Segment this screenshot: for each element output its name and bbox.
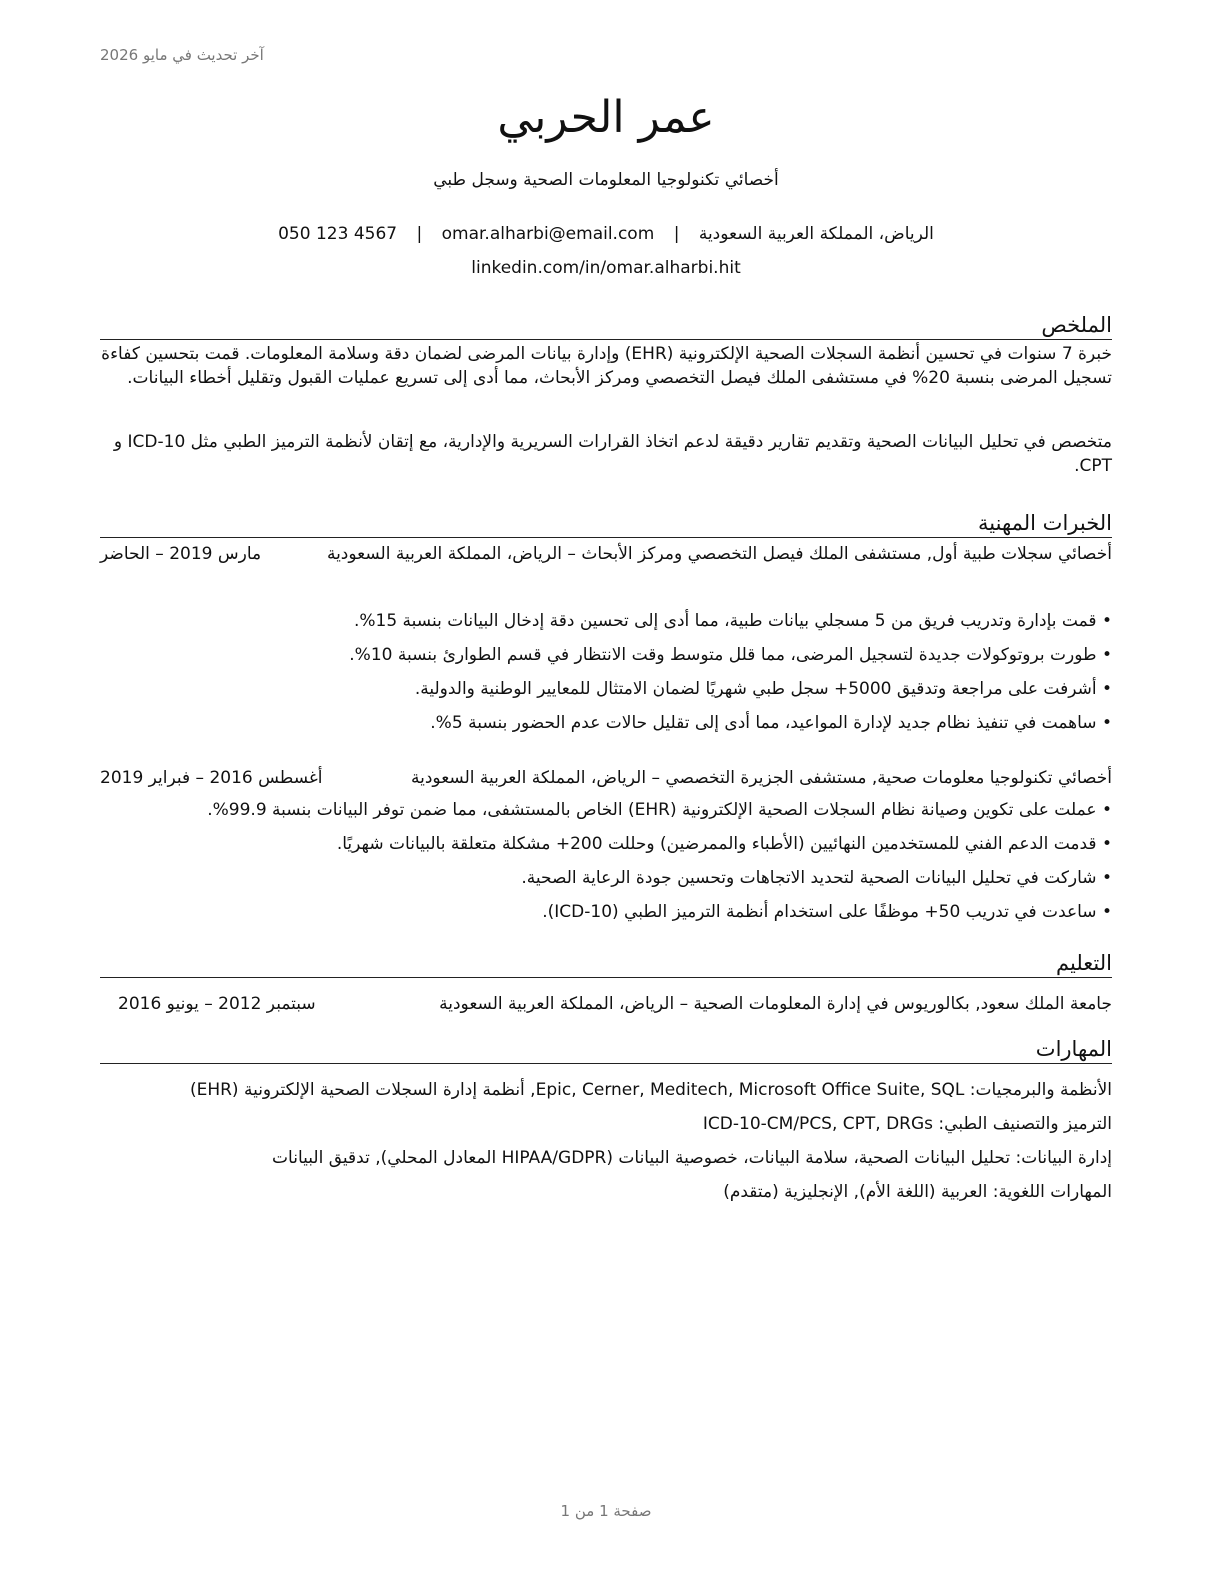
job-header (100, 542, 1112, 566)
contact-separator: | (673, 224, 680, 244)
job-bullet: • قدمت الدعم الفني للمستخدمين النهائيين (الأطباء والممرضين) وحللت 200+ مشكلة متعلقة بالبيانات شهريًا. (100, 832, 1112, 866)
summary-heading: الملخص (100, 312, 1112, 340)
job-title: أخصائي تكنولوجيا المعلومات الصحية وسجل طبي (433, 170, 779, 190)
job-dates: أغسطس 2016 – فبراير 2019 (100, 768, 323, 788)
job-bullet: • طورت بروتوكولات جديدة لتسجيل المرضى، مما قلل متوسط وقت الانتظار في قسم الطوارئ بنسبة 10%. (100, 643, 1112, 677)
skill-line: الأنظمة والبرمجيات: Epic, Cerner, Meditech, Microsoft Office Suite, SQL, أنظمة إدارة السجلات الصحية الإلكترونية (EHR) (189, 1080, 1112, 1100)
job-dates: مارس 2019 – الحاضر (100, 544, 262, 564)
contact-phone: 050 123 4567 (278, 224, 398, 244)
job-bullet: • ساعدت في تدريب 50+ موظفًا على استخدام أنظمة الترميز الطبي (ICD-10). (100, 900, 1112, 934)
job-bullet: • شاركت في تحليل البيانات الصحية لتحديد الاتجاهات وتحسين جودة الرعاية الصحية. (100, 866, 1112, 900)
contact-email[interactable]: omar.alharbi@email.com (441, 224, 655, 244)
last-updated-note: آخر تحديث في مايو 2026 (100, 46, 264, 64)
skill-line: الترميز والتصنيف الطبي: ICD-10-CM/PCS, CPT, DRGs (702, 1114, 1112, 1134)
resume-page (100, 0, 1112, 1584)
contact-location: الرياض، المملكة العربية السعودية (698, 224, 934, 244)
contact-line (100, 224, 1112, 244)
education-dates: سبتمبر 2012 – يونيو 2016 (118, 994, 316, 1014)
linkedin-link[interactable]: linkedin.com/in/omar.alharbi.hit (471, 258, 741, 278)
education-institution: جامعة الملك سعود, بكالوريوس في إدارة المعلومات الصحية – الرياض، المملكة العربية السعودية (439, 994, 1112, 1014)
skills-list (100, 1078, 1112, 1214)
job-bullets (100, 609, 1112, 745)
education-entry (100, 992, 1112, 1016)
job-bullet: • أشرفت على مراجعة وتدقيق 5000+ سجل طبي شهريًا لضمان الامتثال للمعايير الوطنية والدولية. (100, 677, 1112, 711)
job-bullet: • قمت بإدارة وتدريب فريق من 5 مسجلي بيانات طبية، مما أدى إلى تحسين دقة إدخال البيانات بنسبة 15%. (100, 609, 1112, 643)
skill-line: إدارة البيانات: تحليل البيانات الصحية، سلامة البيانات، خصوصية البيانات (HIPAA/GDPR المعادل المحلي), تدقيق البيانات (272, 1148, 1112, 1168)
job-header (100, 766, 1112, 790)
experience-heading: الخبرات المهنية (100, 510, 1112, 538)
summary-paragraph: خبرة 7 سنوات في تحسين أنظمة السجلات الصحية الإلكترونية (EHR) وإدارة بيانات المرضى لضمان دقة وسلامة المعلومات. قمت بتحسين كفاءة تسجيل المرضى بنسبة 20% في مستشفى الملك فيصل التخصصي ومركز الأبحاث، مما أدى إلى تسريع عمليات القبول وتقليل أخطاء البيانات. (101, 344, 1112, 388)
job-role: أخصائي سجلات طبية أول, مستشفى الملك فيصل التخصصي ومركز الأبحاث – الرياض، المملكة العربية السعودية (326, 544, 1112, 564)
contact-separator: | (416, 224, 423, 244)
education-heading: التعليم (100, 950, 1112, 978)
summary-paragraph: متخصص في تحليل البيانات الصحية وتقديم تقارير دقيقة لدعم اتخاذ القرارات السريرية والإدارية، مع إتقان لأنظمة الترميز الطبي مثل ICD-10 و CPT. (113, 432, 1112, 476)
page-number: صفحة 1 من 1 (560, 1502, 652, 1520)
job-bullets (100, 798, 1112, 934)
job-bullet: • ساهمت في تنفيذ نظام جديد لإدارة المواعيد، مما أدى إلى تقليل حالات عدم الحضور بنسبة 5%. (100, 711, 1112, 745)
skills-heading: المهارات (100, 1036, 1112, 1064)
job-role: أخصائي تكنولوجيا معلومات صحية, مستشفى الجزيرة التخصصي – الرياض، المملكة العربية السعودية (411, 768, 1112, 788)
candidate-name: عمر الحربي (497, 92, 715, 143)
job-bullet: • عملت على تكوين وصيانة نظام السجلات الصحية الإلكترونية (EHR) الخاص بالمستشفى، مما ضمن توفر البيانات بنسبة 99.9%. (100, 798, 1112, 832)
skill-line: المهارات اللغوية: العربية (اللغة الأم), الإنجليزية (متقدم) (723, 1182, 1112, 1202)
